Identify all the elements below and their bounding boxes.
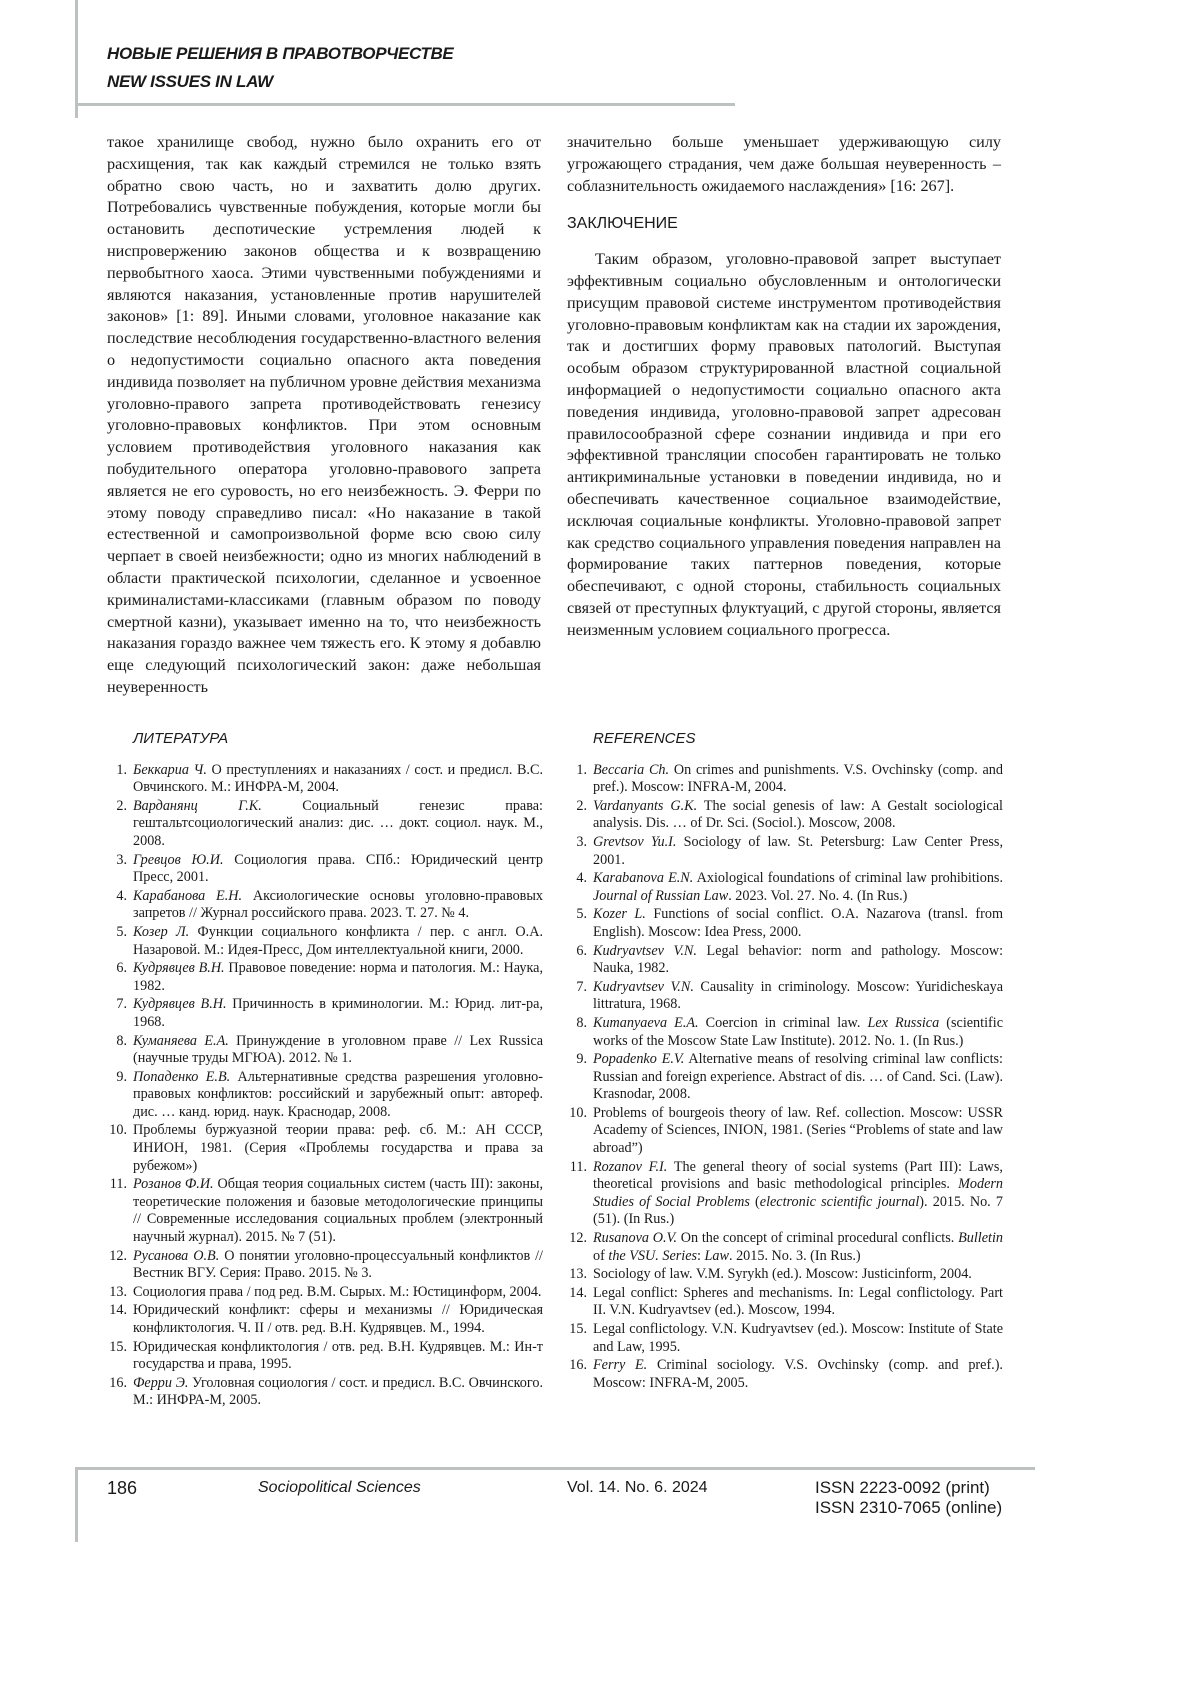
reference-text: Общая теория социальных систем (часть III): законы, теоретические положения и базовые методологические принципы // Современные исследования социальных проблем (электронный научный журнал). 2015. № 7 (51). — [133, 1176, 543, 1245]
reference-item — [107, 960, 543, 995]
reference-italic-text: Кудрявцев В.Н. — [133, 960, 225, 976]
reference-text: of — [593, 1248, 608, 1264]
reference-text: On the concept of criminal procedural conflicts. — [677, 1230, 958, 1246]
reference-text: Axiological foundations of criminal law prohibitions. — [693, 870, 1003, 886]
reference-text: Социология права / под ред. В.М. Сырых. М.: Юстицинформ, 2004. — [133, 1284, 541, 1300]
reference-text: Проблемы буржуазной теории права: реф. сб. М.: АН СССР, ИНИОН, 1981. (Серия «Проблемы государства и права за рубежом») — [133, 1122, 543, 1173]
reference-text: Социальный генезис права: гештальтсоциологический анализ: дис. … докт. социол. наук. М., 2008. — [133, 798, 543, 849]
reference-number: 14. — [107, 1302, 127, 1320]
reference-text: On crimes and punishments. V.S. Ovchinsky (comp. and pref.). Moscow: INFRA-M, 2004. — [593, 762, 1003, 796]
reference-number: 13. — [567, 1266, 587, 1284]
reference-italic-text: Гревцов Ю.И. — [133, 852, 224, 868]
reference-text: Coercion in criminal law. — [699, 1015, 868, 1031]
reference-text: Functions of social conflict. O.A. Nazarova (transl. from English). Moscow: Idea Press, 2000. — [593, 906, 1003, 940]
reference-item — [567, 1105, 1003, 1158]
reference-italic-text: Ферри Э. — [133, 1375, 188, 1391]
reference-text: Правовое поведение: норма и патология. М.: Наука, 1982. — [133, 960, 543, 994]
reference-item — [107, 798, 543, 851]
reference-item — [567, 870, 1003, 905]
reference-text: О преступлениях и наказаниях / сост. и предисл. В.С. Овчинского. М.: ИНФРА-М, 2004. — [133, 762, 543, 796]
reference-number: 6. — [107, 960, 127, 978]
reference-number: 5. — [567, 906, 587, 924]
reference-text: (scientific works of the Moscow State Law Institute). 2012. No. 1. (In Rus.) — [593, 1015, 1003, 1049]
reference-italic-text: Карабанова Е.Н. — [133, 888, 242, 904]
reference-number: 15. — [567, 1321, 587, 1339]
reference-item — [567, 906, 1003, 941]
reference-text: Legal conflictology. V.N. Kudryavtsev (ed.). Moscow: Institute of State and Law, 1995. — [593, 1321, 1003, 1355]
reference-text: О понятии уголовно-процессуальный конфликтов // Вестник ВГУ. Серия: Право. 2015. № 3. — [133, 1248, 543, 1282]
reference-italic-text: Vardanyants G.K. — [593, 798, 697, 814]
reference-number: 9. — [107, 1069, 127, 1087]
reference-item — [567, 1266, 1003, 1284]
reference-item — [567, 1321, 1003, 1356]
reference-number: 8. — [567, 1015, 587, 1033]
reference-item — [567, 1285, 1003, 1320]
reference-text: The social genesis of law: A Gestalt sociological analysis. Dis. … of Dr. Sci. (Sociol.). Moscow, 2008. — [593, 798, 1003, 832]
reference-item — [567, 943, 1003, 978]
reference-italic-text: Kumanyaeva E.A. — [593, 1015, 699, 1031]
right-column — [567, 132, 1001, 642]
reference-number: 3. — [567, 834, 587, 852]
reference-number: 2. — [567, 798, 587, 816]
reference-number: 15. — [107, 1339, 127, 1357]
reference-item — [567, 834, 1003, 869]
literature-heading: ЛИТЕРАТУРА — [133, 730, 543, 748]
reference-number: 12. — [107, 1248, 127, 1266]
reference-number: 4. — [567, 870, 587, 888]
reference-item — [107, 1302, 543, 1337]
reference-italic-text: electronic scientific journal — [760, 1194, 920, 1210]
issn-online: ISSN 2310-7065 (online) — [815, 1498, 1002, 1518]
reference-text: Legal conflict: Spheres and mechanisms. In: Legal conflictology. Part II. V.N. Kudryavtsev (ed.). Moscow, 1994. — [593, 1285, 1003, 1319]
reference-text: Alternative means of resolving criminal law conflicts: Russian and foreign experience. Abstract of dis. … of Cand. Sci. (Law). Krasnodar, 2008. — [593, 1051, 1003, 1102]
reference-item — [107, 1122, 543, 1175]
reference-text: Sociology of law. V.M. Syrykh (ed.). Moscow: Justicinform, 2004. — [593, 1266, 972, 1282]
reference-text: Принуждение в уголовном праве // Lex Russica (научные труды МГЮА). 2012. № 1. — [133, 1033, 543, 1067]
reference-item — [107, 1069, 543, 1122]
reference-text: Юридический конфликт: сферы и механизмы // Юридическая конфликтология. Ч. II / отв. ред. В.Н. Кудрявцев. М., 1994. — [133, 1302, 543, 1336]
reference-italic-text: Ferry E. — [593, 1357, 647, 1373]
reference-italic-text: Beccaria Ch. — [593, 762, 669, 778]
left-column — [107, 132, 541, 699]
reference-text: Причинность в криминологии. М.: Юрид. лит-ра, 1968. — [133, 996, 543, 1030]
reference-number: 16. — [107, 1375, 127, 1393]
reference-text: Аксиологические основы уголовно-правовых запретов // Журнал российского права. 2023. Т. 27. № 4. — [133, 888, 543, 922]
reference-italic-text: the VSU. Series — [608, 1248, 697, 1264]
reference-item — [567, 798, 1003, 833]
reference-text: ). 2015. No. 7 (51). (In Rus.) — [593, 1194, 1003, 1228]
reference-text: ( — [750, 1194, 760, 1210]
reference-text: Causality in criminology. Moscow: Yuridicheskaya littratura, 1968. — [593, 979, 1003, 1013]
reference-item — [567, 1051, 1003, 1104]
section-title-ru: НОВЫЕ РЕШЕНИЯ В ПРАВОТВОРЧЕСТВЕ — [107, 44, 453, 64]
reference-number: 10. — [567, 1105, 587, 1123]
reference-italic-text: Kudryavtsev V.N. — [593, 979, 694, 995]
reference-item — [107, 1375, 543, 1410]
reference-item — [567, 1159, 1003, 1229]
reference-italic-text: Karabanova E.N. — [593, 870, 693, 886]
reference-italic-text: Law — [705, 1248, 729, 1264]
references-heading: REFERENCES — [593, 730, 1003, 748]
reference-number: 7. — [567, 979, 587, 997]
reference-text: Problems of bourgeois theory of law. Ref. collection. Moscow: USSR Academy of Sciences, INION, 1981. (Series “Problems of state and law abroad”) — [593, 1105, 1003, 1156]
reference-number: 7. — [107, 996, 127, 1014]
reference-italic-text: Розанов Ф.И. — [133, 1176, 214, 1192]
reference-italic-text: Попаденко Е.В. — [133, 1069, 230, 1085]
reference-item — [567, 979, 1003, 1014]
section-title-en: NEW ISSUES IN LAW — [107, 72, 273, 92]
reference-item — [567, 1357, 1003, 1392]
reference-number: 3. — [107, 852, 127, 870]
reference-item — [107, 1033, 543, 1068]
reference-italic-text: Беккариа Ч. — [133, 762, 207, 778]
reference-item — [567, 1230, 1003, 1265]
reference-italic-text: Lex Russica — [867, 1015, 939, 1031]
reference-italic-text: Варданянц Г.К. — [133, 798, 262, 814]
footer-rule-vertical — [75, 1467, 78, 1542]
reference-item — [107, 1339, 543, 1374]
reference-text: Criminal sociology. V.S. Ovchinsky (comp. and pref.). Moscow: INFRA-M, 2005. — [593, 1357, 1003, 1391]
reference-item — [107, 996, 543, 1031]
reference-number: 6. — [567, 943, 587, 961]
issue-info: Vol. 14. No. 6. 2024 — [567, 1479, 708, 1497]
reference-number: 13. — [107, 1284, 127, 1302]
reference-number: 9. — [567, 1051, 587, 1069]
reference-number: 12. — [567, 1230, 587, 1248]
reference-item — [567, 1015, 1003, 1050]
reference-text: Альтернативные средства разрешения уголовно-правовых конфликтов: российский и зарубежный опыт: автореф. дис. … канд. юрид. наук. Краснодар, 2008. — [133, 1069, 543, 1120]
header-rule-horizontal — [75, 103, 735, 106]
reference-italic-text: Journal of Russian Law — [593, 888, 728, 904]
reference-italic-text: Куманяева Е.А. — [133, 1033, 229, 1049]
reference-text: . 2015. No. 3. (In Rus.) — [729, 1248, 861, 1264]
reference-italic-text: Popadenko E.V. — [593, 1051, 684, 1067]
reference-text: Функции социального конфликта / пер. с англ. О.А. Назаровой. М.: Идея-Пресс, Дом интеллектуальной книги, 2000. — [133, 924, 543, 958]
reference-number: 14. — [567, 1285, 587, 1303]
footer-rule-horizontal — [75, 1467, 1035, 1470]
journal-name: Sociopolitical Sciences — [258, 1479, 421, 1497]
reference-text: Юридическая конфликтология / отв. ред. В.Н. Кудрявцев. М.: Ин-т государства и права, 1995. — [133, 1339, 543, 1373]
reference-number: 10. — [107, 1122, 127, 1140]
reference-item — [107, 888, 543, 923]
reference-item — [107, 852, 543, 887]
body-paragraph: значительно больше уменьшает удерживающую силу угрожающего страдания, чем даже большая неуверенность – соблазнительность ожидаемого наслаждения» [16: 267]. — [567, 132, 1001, 197]
reference-text: The general theory of social systems (Part III): Laws, theoretical provisions and basic methodological principles. — [593, 1159, 1003, 1193]
conclusion-paragraph: Таким образом, уголовно-правовой запрет выступает эффективным социально обусловленным и онтологически присущим правовой системе инструментом противодействия уголовно-правовым конфликтам как на стадии их зарождения, так и достигших форму правовых патологий. Выступая особым образом структурированной властной социальной информацией о недопустимости социально опасного акта поведения индивида, уголовно-правовой запрет адресован правилосообразной сфере сознании индивида и при его эффективной трансляции способен гарантировать не только антикриминальные установки в поведении индивида, но и обеспечивать качественное социальное взаимодействие, исключая социальные конфликты. Уголовно-правовой запрет как средство социального управления поведения направлен на формирование таких паттернов поведения, которые обеспечивают, с одной стороны, стабильность социальных связей от преступных флуктуаций, с другой стороны, является неизменным условием социального прогресса. — [567, 249, 1001, 641]
conclusion-heading: ЗАКЛЮЧЕНИЕ — [567, 213, 1001, 235]
body-paragraph: такое хранилище свобод, нужно было охранить его от расхищения, так как каждый стремился не только взять обратно свою часть, но и захватить долю других. Потребовались чувственные побуждения, которые могли бы остановить деспотические устремления людей к ниспровержению законов общества и к возвращению первобытного хаоса. Этими чувственными побуждениями и являются наказания, установленные против нарушителей законов» [1: 89]. Иными словами, уголовное наказание как последствие несоблюдения государственно-властного веления о недопустимости социально опасного акта поведения индивида позволяет на публичном уровне действия механизма уголовно-правого запрета противодействовать генезису уголовно-правовых конфликтов. При этом основным условием противодействия уголовного наказания как побудительного оператора уголовно-правового запрета является не его суровость, но его неизбежность. Э. Ферри по этому поводу справедливо писал: «Но наказание в такой естественной и самопроизвольной форме всю свою силу черпает в своей неизбежности; одно из многих наблюдений в области практической психологии, сделанное и усвоенное криминалистами-классиками (главным образом по поводу смертной казни), указывает именно на то, что неизбежность наказания гораздо важнее чем тяжесть его. К этому я добавлю еще следующий психологический закон: даже небольшая неуверенность — [107, 132, 541, 699]
reference-item — [107, 1284, 543, 1302]
reference-italic-text: Rusanova O.V. — [593, 1230, 677, 1246]
reference-text: Уголовная социология / сост. и предисл. В.С. Овчинского. М.: ИНФРА-М, 2005. — [133, 1375, 543, 1409]
issn-print: ISSN 2223-0092 (print) — [815, 1478, 990, 1498]
reference-italic-text: Русанова О.В. — [133, 1248, 219, 1264]
reference-italic-text: Grevtsov Yu.I. — [593, 834, 676, 850]
reference-text: : — [697, 1248, 705, 1264]
reference-item — [107, 762, 543, 797]
reference-number: 8. — [107, 1033, 127, 1051]
reference-number: 4. — [107, 888, 127, 906]
reference-italic-text: Кудрявцев В.Н. — [133, 996, 227, 1012]
page-number: 186 — [107, 1478, 137, 1499]
reference-number: 2. — [107, 798, 127, 816]
reference-item — [567, 762, 1003, 797]
reference-text: Legal behavior: norm and pathology. Moscow: Nauka, 1982. — [593, 943, 1003, 977]
reference-italic-text: Kozer L. — [593, 906, 646, 922]
reference-text: Социология права. СПб.: Юридический центр Пресс, 2001. — [133, 852, 543, 886]
reference-number: 1. — [567, 762, 587, 780]
literature-list — [107, 730, 543, 1411]
reference-italic-text: Modern Studies of Social Problems — [593, 1176, 1003, 1210]
reference-item — [107, 1176, 543, 1246]
reference-item — [107, 924, 543, 959]
reference-item — [107, 1248, 543, 1283]
reference-number: 1. — [107, 762, 127, 780]
reference-italic-text: Rozanov F.I. — [593, 1159, 667, 1175]
reference-italic-text: Козер Л. — [133, 924, 189, 940]
reference-number: 11. — [567, 1159, 587, 1177]
reference-number: 16. — [567, 1357, 587, 1375]
reference-italic-text: Bulletin — [958, 1230, 1003, 1246]
reference-text: . 2023. Vol. 27. No. 4. (In Rus.) — [728, 888, 907, 904]
references-list — [567, 730, 1003, 1393]
reference-text: Sociology of law. St. Petersburg: Law Center Press, 2001. — [593, 834, 1003, 868]
reference-italic-text: Kudryavtsev V.N. — [593, 943, 697, 959]
header-rule-vertical — [75, 0, 78, 118]
reference-number: 5. — [107, 924, 127, 942]
reference-number: 11. — [107, 1176, 127, 1194]
